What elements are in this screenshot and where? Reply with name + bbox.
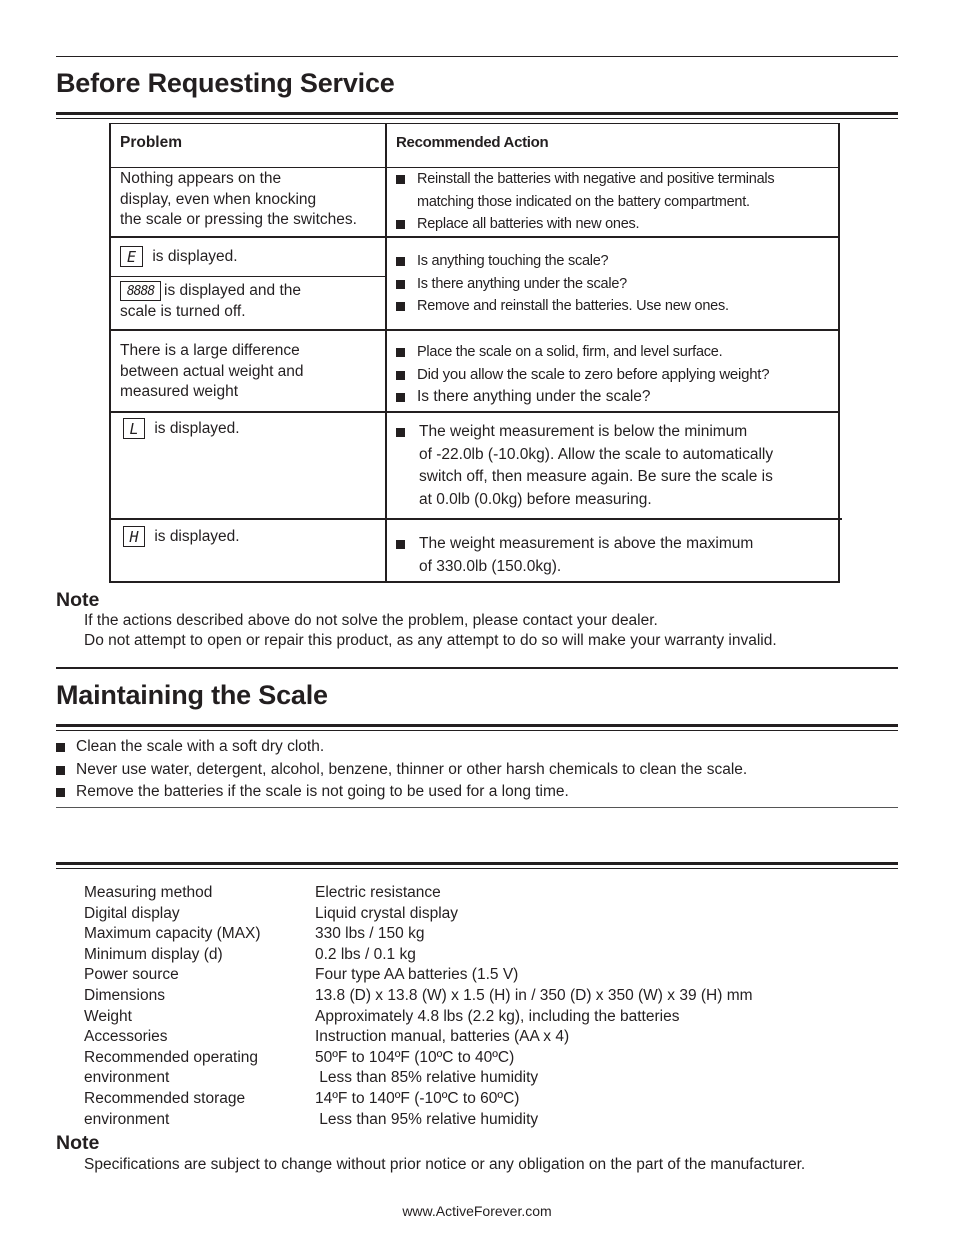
title-underline — [56, 112, 898, 119]
table-border-top — [109, 123, 840, 124]
lcd-l-icon: L — [123, 418, 145, 439]
list-item: Replace all batteries with new ones. — [396, 213, 774, 236]
bullet-square-icon — [396, 428, 405, 437]
table-border-right — [838, 123, 840, 583]
list-item: Remove the batteries if the scale is not going to be used for a long time. — [56, 781, 747, 804]
list-item: Is anything touching the scale? — [396, 250, 729, 273]
action-list-below-minimum — [396, 421, 773, 511]
specs-note-line: Specifications are subject to change without prior notice or any obligation on the part of the manufacturer. — [84, 1156, 806, 1173]
maintenance-list — [56, 736, 747, 804]
lcd-e-icon: E — [120, 246, 143, 267]
bullet-square-icon — [396, 540, 405, 549]
note-title: Note — [56, 589, 100, 611]
troubleshooting-table — [109, 123, 840, 583]
table-subrow-divider — [109, 276, 386, 277]
list-item: at 0.0lb (0.0kg) before measuring. — [419, 490, 652, 508]
table-row-divider — [109, 329, 840, 331]
list-item: Place the scale on a solid, firm, and level surface. — [396, 341, 769, 364]
list-item: Remove and reinstall the batteries. Use new ones. — [396, 295, 729, 318]
bullet-square-icon — [396, 280, 405, 289]
bullet-square-icon — [396, 393, 405, 402]
list-item: Reinstall the batteries with negative and positive terminals — [396, 168, 774, 191]
problem-weight-difference: There is a large difference between actual weight and measured weight — [120, 342, 304, 400]
bullet-square-icon — [396, 348, 405, 357]
section-title-service: Before Requesting Service — [56, 68, 395, 98]
table-row-divider — [109, 518, 842, 520]
bullet-square-icon — [56, 743, 65, 752]
table-row-divider — [109, 411, 840, 413]
section-title-maintaining: Maintaining the Scale — [56, 680, 328, 710]
lcd-8888-icon: 8888 — [120, 281, 161, 301]
list-item: The weight measurement is below the minimum — [396, 421, 773, 444]
problem-h-displayed: H is displayed. — [123, 526, 240, 547]
problem-l-displayed: L is displayed. — [123, 418, 240, 439]
footer-url: www.ActiveForever.com — [402, 1203, 552, 1219]
section-rule — [56, 667, 898, 669]
table-border-left — [109, 123, 111, 583]
note-line: Do not attempt to open or repair this product, as any attempt to do so will make your warranty invalid. — [84, 632, 777, 649]
bullet-square-icon — [396, 371, 405, 380]
specs-rule — [56, 862, 898, 869]
action-list-above-maximum — [396, 533, 753, 578]
list-item: of -22.0lb (-10.0kg). Allow the scale to automatically — [419, 445, 774, 463]
problem-e-displayed: E is displayed. — [120, 246, 238, 267]
table-column-divider — [385, 123, 387, 583]
table-border-bottom — [109, 581, 840, 583]
bullet-square-icon — [396, 257, 405, 266]
title-underline — [56, 724, 898, 731]
bullet-square-icon — [56, 766, 65, 775]
note-line: If the actions described above do not solve the problem, please contact your dealer. — [84, 612, 658, 629]
action-list-error — [396, 250, 729, 318]
list-item: Clean the scale with a soft dry cloth. — [56, 736, 747, 759]
list-item: Never use water, detergent, alcohol, benzene, thinner or other harsh chemicals to clean the scale. — [56, 759, 747, 782]
specs-note-title: Note — [56, 1132, 100, 1154]
action-list-weight-difference — [396, 341, 769, 409]
top-rule — [56, 56, 898, 57]
lcd-h-icon: H — [123, 526, 145, 547]
header-recommended-action: Recommended Action — [396, 134, 549, 151]
problem-no-display: Nothing appears on the display, even when knocking the scale or pressing the switches. — [120, 170, 357, 228]
action-list-no-display — [396, 168, 774, 236]
bullet-square-icon — [396, 220, 405, 229]
list-item: Did you allow the scale to zero before applying weight? — [396, 364, 769, 387]
list-item: Is there anything under the scale? — [396, 273, 729, 296]
section-rule — [56, 807, 898, 808]
bullet-square-icon — [396, 175, 405, 184]
table-row-divider — [109, 236, 840, 238]
bullet-square-icon — [396, 302, 405, 311]
problem-8888-displayed: 8888 is displayed and the scale is turned off. — [120, 282, 302, 320]
bullet-square-icon — [56, 788, 65, 797]
list-item: Is there anything under the scale? — [396, 386, 769, 409]
list-item: switch off, then measure again. Be sure the scale is — [419, 468, 773, 485]
header-problem: Problem — [120, 134, 183, 151]
list-item: of 330.0lb (150.0kg). — [419, 557, 562, 575]
list-item: matching those indicated on the battery compartment. — [417, 193, 750, 210]
list-item: The weight measurement is above the maximum — [396, 533, 753, 556]
